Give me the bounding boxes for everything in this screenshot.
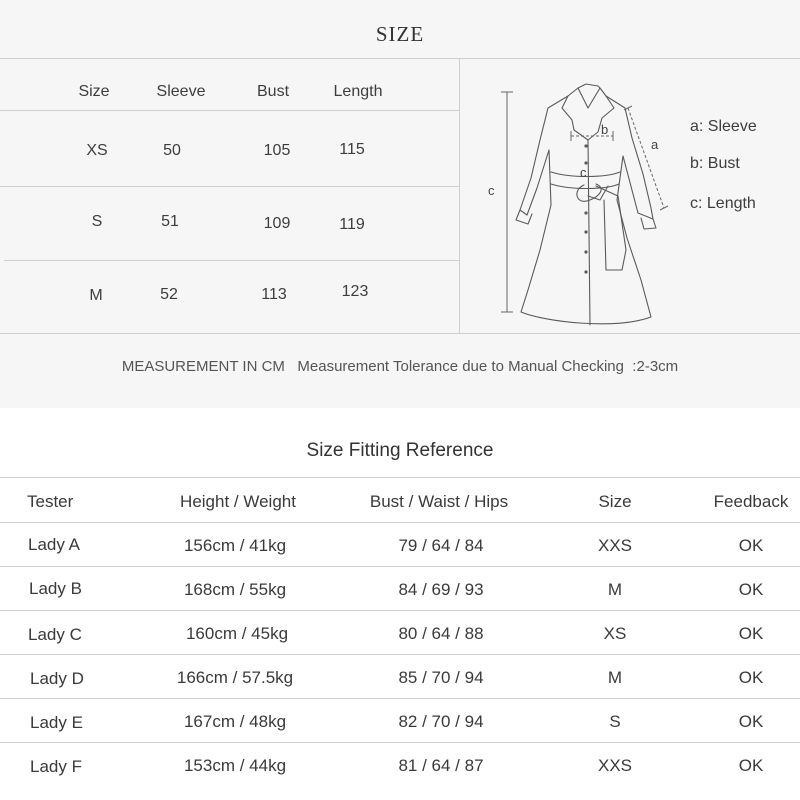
bwh-cell: 82 / 70 / 94 [398, 712, 484, 731]
trench-coat-diagram [460, 59, 690, 333]
size-cell: S [609, 712, 621, 731]
size-cell: S [91, 213, 103, 230]
bwh-cell: 85 / 70 / 94 [398, 668, 484, 687]
length-cell: 115 [339, 141, 365, 158]
fitting-title: Size Fitting Reference [306, 440, 494, 461]
bust-cell: 105 [263, 142, 291, 159]
bwh-cell: 84 / 69 / 93 [398, 580, 484, 599]
height-weight-cell: 168cm / 55kg [183, 580, 287, 599]
row-divider [0, 698, 800, 699]
height-weight-cell: 167cm / 48kg [183, 712, 287, 731]
length-cell: 123 [341, 283, 369, 300]
tester-cell: Lady E [30, 713, 83, 732]
bwh-cell: 79 / 64 / 84 [398, 536, 484, 555]
size-table-header: Size [78, 83, 110, 100]
row-divider [0, 654, 800, 655]
diagram-label-c: c [488, 183, 495, 198]
row-divider [0, 522, 800, 523]
feedback-cell: OK [738, 624, 764, 643]
diagram-label-a: a [651, 137, 659, 152]
divider [0, 477, 800, 478]
bwh-cell: 81 / 64 / 87 [398, 756, 484, 775]
size-cell: XS [86, 142, 108, 159]
fitting-header-size: Size [598, 492, 632, 511]
tester-cell: Lady A [28, 535, 80, 554]
diagram-label-c-waist: c [580, 165, 587, 180]
divider [0, 333, 800, 334]
fitting-header-height-weight: Height / Weight [180, 492, 296, 511]
tester-cell: Lady C [28, 625, 82, 644]
size-table-header: Bust [256, 83, 290, 100]
length-cell: 119 [339, 216, 365, 233]
tester-cell: Lady D [30, 669, 84, 688]
fitting-header-feedback: Feedback [713, 492, 789, 511]
legend-sleeve: a: Sleeve [690, 118, 757, 135]
legend-length: c: Length [690, 195, 756, 212]
sleeve-cell: 51 [161, 213, 179, 230]
row-divider [0, 186, 459, 187]
size-table-header: Sleeve [156, 83, 206, 100]
bwh-cell: 80 / 64 / 88 [398, 624, 484, 643]
size-table-header: Length [333, 83, 383, 100]
feedback-cell: OK [738, 668, 764, 687]
size-cell: M [607, 580, 623, 599]
size-cell: XXS [597, 756, 633, 775]
row-divider [4, 260, 459, 261]
fitting-header-tester: Tester [27, 492, 74, 511]
size-cell: XXS [597, 536, 633, 555]
size-cell: M [607, 668, 623, 687]
legend-bust: b: Bust [690, 155, 740, 172]
size-cell: M [89, 287, 103, 304]
sleeve-cell: 52 [160, 286, 178, 303]
height-weight-cell: 166cm / 57.5kg [176, 668, 294, 687]
bust-cell: 113 [261, 286, 287, 303]
height-weight-cell: 156cm / 41kg [183, 536, 287, 555]
fitting-header-bwh: Bust / Waist / Hips [369, 492, 509, 511]
measurement-note: MEASUREMENT IN CM Measurement Tolerance due to Manual Checking :2-3cm [121, 358, 679, 375]
sleeve-cell: 50 [163, 142, 181, 159]
height-weight-cell: 160cm / 45kg [185, 624, 289, 643]
height-weight-cell: 153cm / 44kg [183, 756, 287, 775]
row-divider [0, 566, 800, 567]
row-divider [0, 110, 459, 111]
feedback-cell: OK [738, 580, 764, 599]
size-cell: XS [603, 624, 627, 643]
size-title: SIZE [375, 22, 425, 46]
tester-cell: Lady F [30, 757, 82, 776]
row-divider [0, 610, 800, 611]
diagram-label-b: b [601, 122, 609, 137]
feedback-cell: OK [738, 756, 764, 775]
feedback-cell: OK [738, 536, 764, 555]
bust-cell: 109 [263, 215, 291, 232]
tester-cell: Lady B [29, 579, 82, 598]
row-divider [0, 742, 800, 743]
feedback-cell: OK [738, 712, 764, 731]
